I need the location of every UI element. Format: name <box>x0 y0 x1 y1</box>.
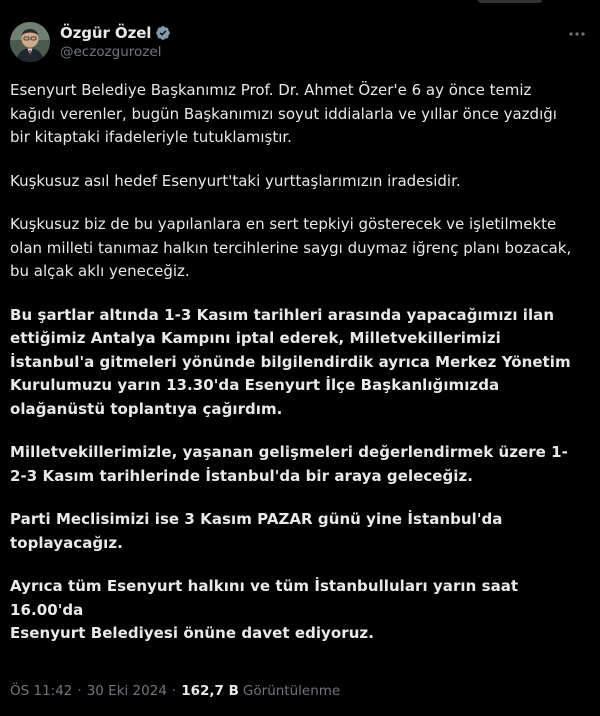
tweet-date[interactable]: 30 Eki 2024 <box>86 683 167 699</box>
more-options-icon[interactable] <box>566 24 588 44</box>
avatar-image <box>10 22 50 62</box>
tweet-paragraph: Bu şartlar altında 1-3 Kasım tarihleri arasında yapacağımızı ilan ettiğimiz Antalya Kampını iptal ederek, Milletvekillerimizi İstanbul'a gitmeleri yönünde bilgilendirdik ayrıca Merkez Yönetim Kurulumuzu yarın 13.30'da Esenyurt İlçe Başkanlığımızda olağanüstü toplantıya çağırdım. <box>10 305 571 418</box>
author-handle[interactable]: @eczozgurozel <box>60 44 162 60</box>
tweet-paragraph: Kuşkusuz asıl hedef Esenyurt'taki yurttaşlarımızın iradesidir. <box>10 171 461 190</box>
meta-separator: · <box>77 683 82 699</box>
verified-badge-icon <box>155 25 171 41</box>
tweet-paragraph: Parti Meclisimizi ise 3 Kasım PAZAR günü yine İstanbul'da toplayacağız. <box>10 510 503 552</box>
tweet-paragraph: Kuşkusuz biz de bu yapılanlara en sert tepkiyi gösterecek ve işletilmekte olan milleti tanımaz halkın tercihlerine saygı duymaz iğrenç planı bozacak, bu alçak aklı yeneceğiz. <box>10 215 572 280</box>
name-row <box>60 24 171 42</box>
tweet-paragraph: Ayrıca tüm Esenyurt halkını ve tüm İstanbulluları yarın saat 16.00'da Esenyurt Belediyesi önüne davet ediyoruz. <box>10 577 519 642</box>
tweet-paragraph: Esenyurt Belediye Başkanımız Prof. Dr. Ahmet Özer'e 6 ay önce temiz kağıdı verenler, bugün Başkanımızı soyut iddialarla ve yıllar önce yazdığı bir kitaptaki ifadeleriyle tutuklamıştır. <box>10 81 557 146</box>
avatar[interactable] <box>10 22 50 62</box>
views-count: 162,7 B <box>181 683 239 699</box>
views-label: Görüntülenme <box>242 683 341 699</box>
author-name[interactable]: Özgür Özel <box>60 24 152 42</box>
tweet-paragraph: Milletvekillerimizle, yaşanan gelişmeleri değerlendirmek üzere 1- 2-3 Kasım tarihlerinde İstanbul'da bir araya geleceğiz. <box>10 443 568 485</box>
tweet-meta <box>10 683 340 699</box>
meta-separator: · <box>171 683 177 699</box>
tweet-text <box>10 79 592 666</box>
tweet-time[interactable]: ÖS 11:42 <box>10 683 73 699</box>
tweet-header <box>10 22 590 66</box>
